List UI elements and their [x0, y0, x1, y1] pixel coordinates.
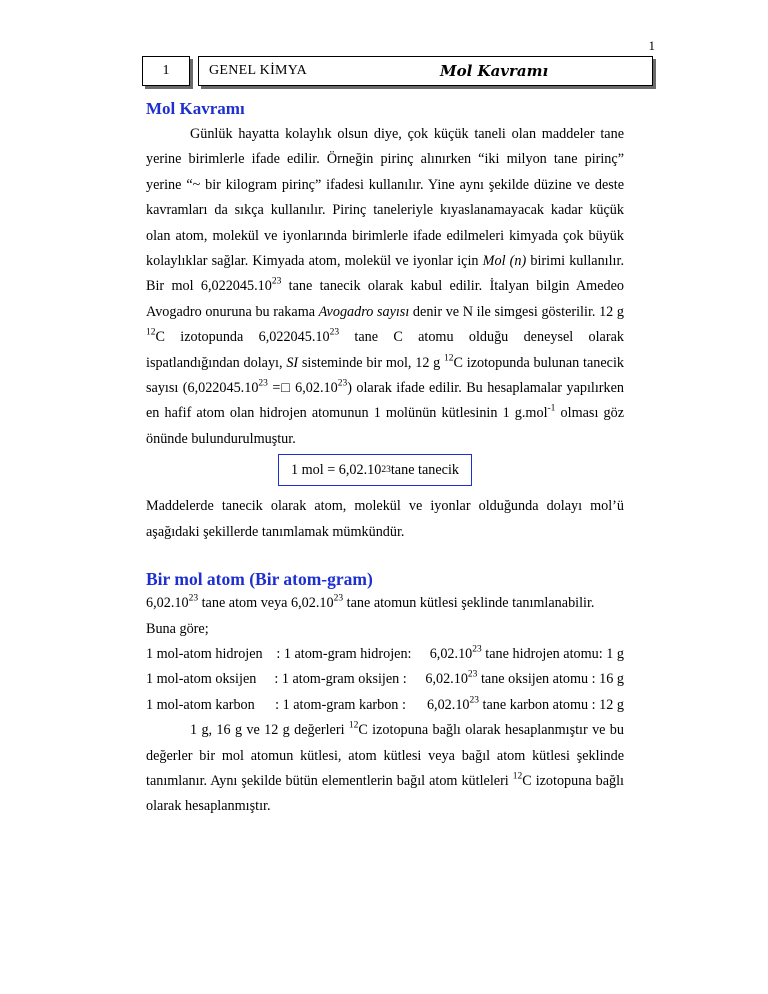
- mol-formula-box: 1 mol = 6,02.10 23 tane tanecik: [278, 454, 472, 486]
- document-body: [146, 96, 624, 820]
- definition-row-oxygen: 1 mol-atom oksijen : 1 atom-gram oksijen : 6,02.10$^{23}$ tane oksijen atomu : 16 g: [146, 669, 624, 688]
- page-number: 1: [648, 38, 655, 53]
- atom-mass-paragraph: 1 g, 16 g ve 12 g değerleri $^{12}$C izotopuna bağlı olarak hesaplanmıştır ve bu değerler bir mol atomun kütlesi, atom kütlesi veya bağıl atom kütlesi şeklinde tanımlanır. Aynı şekilde bütün elementlerin bağıl atom kütleleri $^{12}$C izotopuna bağlı olarak hesaplanmıştır.: [146, 720, 624, 815]
- page-header: [142, 56, 654, 90]
- section-title-bir-mol-atom: Bir mol atom (Bir atom-gram): [146, 569, 373, 590]
- buna-gore-label: Buna göre;: [146, 620, 209, 637]
- definition-row-carbon: 1 mol-atom karbon : 1 atom-gram karbon : 6,02.10$^{23}$ tane karbon atomu : 12 g: [146, 695, 624, 713]
- chapter-title-box: [198, 56, 653, 86]
- subject-label: GENEL KİMYA: [209, 63, 308, 78]
- atom-definition-line: 6,02.10$^{23}$ tane atom veya 6,02.10$^{23}$ tane atomun kütlesi şeklinde tanımlanabilir.: [146, 593, 595, 612]
- chapter-number-box: [142, 56, 190, 86]
- section-title-mol-kavrami: Mol Kavramı: [146, 99, 245, 118]
- definition-row-hydrogen: 1 mol-atom hidrojen : 1 atom-gram hidrojen: 6,02.10$^{23}$ tane hidrojen atomu: 1 g: [146, 644, 624, 662]
- intro-paragraph: Günlük hayatta kolaylık olsun diye, çok küçük taneli olan maddeler tane yerine birimlerle ifade edilir. Örneğin pirinç alınırken “iki milyon tane pirinç” yerine “~ bir kilogram pirinç” ifadesi kullanılır. Yine aynı şekilde düzine ve deste kavramları da sıkça kullanılır. Pirinç taneleriyle kıyaslanamayacak kadar küçük olan atom, molekül ve iyonlarında birimlerle ifade edilmeleri kimyada çok büyük kolaylıklar sağlar. Kimyada atom, molekül ve iyonlar için Mol (n) birimi kullanılır. Bir mol 6,022045.10$^{23}$ tane tanecik olarak kabul edilir. İtalyan bilgin Amedeo Avogadro onuruna bu rakama Avogadro sayısı denir ve N ile simgesi gösterilir. 12 g $^{12}$C izotopunda 6,022045.10$^{23}$ tane C atomu olduğu deneysel olarak ispatlandığından dolayı, SI sisteminde bir mol, 12 g $^{12}$C izotopunda bulunan tanecik sayısı ($6,022045.10^{23}$ =□ 6,02.10$^{23}$) olarak ifade edilir. Bu hesaplamalar yapılırken en hafif atom olan hidrojen atomunun 1 molünün kütlesinin 1 g.mol$^{-1}$ olması göz önünde bulundurulmuştur.: [146, 126, 625, 447]
- topic-label: Mol Kavramı: [440, 62, 549, 80]
- chapter-number: 1: [162, 63, 170, 78]
- mol-definition-paragraph: Maddelerde tanecik olarak atom, molekül ve iyonlar olduğunda dolayı mol’ü aşağıdaki şekillerde tanımlamak mümkündür.: [146, 498, 624, 540]
